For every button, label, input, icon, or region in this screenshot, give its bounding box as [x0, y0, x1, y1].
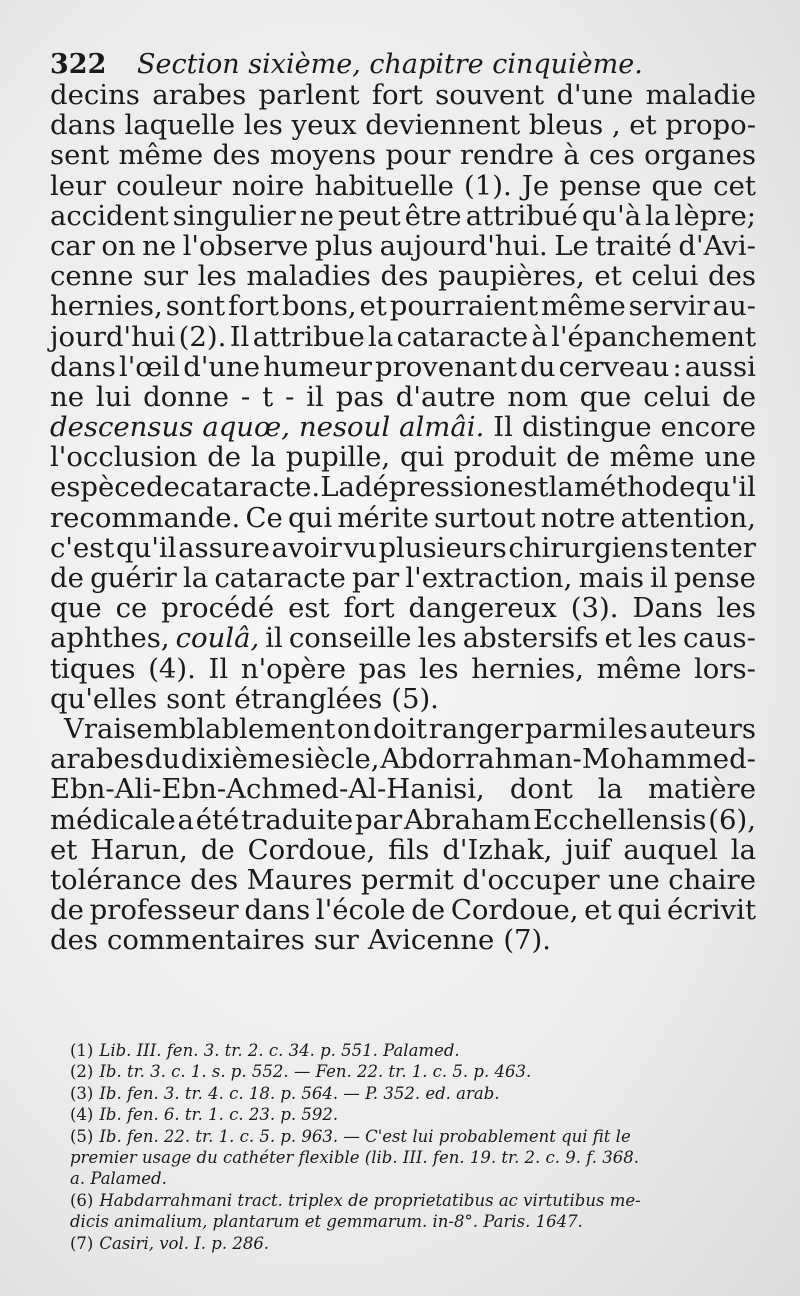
word: il [650, 562, 668, 594]
word: arabes [50, 743, 144, 776]
word: Vraisemblablement [64, 712, 336, 745]
word: d'Avi- [678, 229, 756, 262]
footnote-mark: (2) [70, 1062, 94, 1082]
word: decins [50, 79, 140, 111]
page-number: 322 [50, 49, 107, 80]
word: matière [647, 773, 756, 806]
word: cataracte. [179, 471, 321, 504]
word: de [207, 441, 242, 474]
body-line [50, 865, 756, 895]
word: mérite [337, 501, 429, 534]
word: parlent [258, 79, 360, 111]
word: l'école [315, 894, 406, 927]
word: t [262, 380, 274, 413]
word: dépression [354, 471, 508, 504]
word: tiques [50, 652, 136, 685]
footnote [70, 1211, 770, 1232]
footnote-mark: (1) [70, 1041, 94, 1060]
word: qui [399, 441, 445, 474]
body-line [50, 805, 756, 835]
word: hernies, [471, 652, 585, 685]
word: conseille [288, 622, 412, 655]
body-line [50, 412, 756, 442]
word: la [250, 441, 277, 474]
word: ne [50, 380, 84, 413]
footnote-mark: (6) [70, 1190, 94, 1210]
footnote-text: dicis animalium, plantarum et gemmarum. in-8°. Paris. 1647. [70, 1212, 583, 1232]
word: cerveau [558, 350, 670, 383]
word: deviennent [365, 109, 521, 142]
word: Abraham [403, 803, 532, 836]
word: leur [50, 169, 106, 202]
word: celui [631, 260, 699, 293]
word: - [240, 380, 251, 413]
word: que [50, 592, 102, 625]
word: encore [660, 411, 756, 444]
word: Maures [246, 863, 353, 896]
word: (7). [503, 924, 552, 957]
footnote [70, 1083, 770, 1104]
body-line [50, 201, 756, 231]
body-line [50, 684, 756, 714]
body-line [50, 110, 756, 140]
running-title: Section sixième, chapitre cinquième. [136, 49, 643, 80]
word: tenter [670, 531, 756, 564]
word: doit [373, 712, 428, 745]
word: plusieurs [378, 531, 507, 564]
word: (3). [570, 592, 619, 625]
body-line [50, 744, 756, 774]
word: (6), [708, 803, 756, 836]
word: attention, [620, 501, 756, 534]
word: aquœ, [202, 411, 290, 444]
word: peut [338, 199, 401, 232]
body-line [50, 533, 756, 563]
word: traduite [241, 803, 354, 836]
word: de [200, 833, 235, 866]
word: Avicenne [367, 924, 495, 957]
word: de [411, 894, 446, 927]
word: abstersifs [462, 622, 599, 655]
word: est [288, 592, 330, 625]
footnote [70, 1147, 770, 1168]
word: tolérance [50, 863, 182, 896]
word: nom [507, 380, 568, 413]
word: lèpre; [674, 199, 756, 232]
word: même [118, 139, 204, 172]
word: car [50, 229, 95, 262]
word: des [50, 924, 98, 957]
word: ce [115, 592, 148, 625]
word: les [637, 622, 678, 655]
word: (1). [464, 169, 512, 202]
word: Harun, [90, 833, 188, 866]
body-line [50, 563, 756, 593]
word: une [608, 863, 660, 896]
word: arabes [152, 79, 247, 111]
word: , [611, 109, 621, 142]
footnote-text: Ib. tr. 3. c. 1. s. p. 552. — Fen. 22. tr. 1. c. 5. p. 463. [99, 1062, 532, 1082]
word: des [380, 260, 429, 293]
word: pas [335, 380, 384, 413]
word: pas [358, 652, 407, 685]
word: écrivit [667, 894, 756, 927]
word: ces [589, 139, 635, 172]
word: laquelle [124, 109, 236, 142]
word: on [101, 229, 136, 262]
word: cataracte [396, 320, 529, 353]
word: dans [244, 894, 311, 927]
word: dangereux [408, 592, 557, 625]
word: de [566, 441, 600, 474]
word: coulâ, [175, 622, 260, 655]
footnotes [70, 1040, 770, 1254]
word: les [417, 622, 457, 655]
word: du [144, 743, 181, 776]
word: recommande. [50, 501, 241, 534]
body-line [50, 835, 756, 865]
word: Cordoue, [450, 894, 579, 927]
word: ranger [428, 712, 524, 745]
word: jourd'hui [50, 320, 176, 353]
body-line [50, 472, 756, 502]
word: sur [313, 924, 359, 957]
word: (5). [391, 682, 439, 715]
word: lui [95, 380, 132, 413]
body-line [50, 593, 756, 623]
word: sent [50, 139, 110, 172]
word: notre [540, 501, 616, 534]
word: les [716, 592, 756, 625]
footnote-mark: (4) [70, 1105, 94, 1125]
word: il [265, 622, 283, 655]
word: pense [673, 562, 756, 594]
footnote [70, 1104, 770, 1125]
word: traité [595, 229, 672, 262]
footnote-text: Habdarrahmani tract. triplex de proprietatibus ac virtutibus me- [99, 1190, 641, 1210]
word: descensus [50, 411, 194, 444]
word: parmi [524, 712, 607, 745]
word: habituelle [314, 169, 454, 202]
word: celui [643, 380, 711, 413]
word: distingue [521, 411, 652, 444]
word: cenne [50, 260, 134, 293]
word: et [604, 622, 632, 655]
word: Dans [632, 592, 703, 625]
footnote-mark: (3) [70, 1083, 94, 1103]
word: donne [143, 380, 229, 413]
word: propo- [665, 109, 756, 142]
word: attribue [252, 320, 365, 353]
word: pupille, [285, 441, 391, 474]
word: dans [50, 109, 116, 142]
word: qu'elles [50, 682, 158, 715]
word: la [645, 199, 671, 232]
footnote-text: a. Palamed. [70, 1169, 167, 1189]
word: Il [229, 320, 250, 353]
body-line [50, 774, 756, 804]
body-line [50, 442, 756, 472]
body-line [50, 261, 756, 291]
body-line [50, 382, 756, 412]
word: avoir [271, 531, 342, 564]
word: juif [565, 833, 611, 866]
word: fort [371, 79, 423, 111]
body-line [50, 895, 756, 925]
body-line [50, 322, 756, 352]
word: aujourd'hui. [379, 229, 548, 262]
word: souvent [435, 79, 545, 111]
word: des [212, 139, 261, 172]
word: même [541, 290, 626, 323]
word: du [520, 350, 556, 383]
word: aussi [684, 350, 756, 383]
word: Ecchellensis [532, 803, 707, 836]
word: chaire [668, 863, 756, 896]
word: plus [314, 229, 374, 262]
word: qu'il [116, 531, 177, 564]
word: à [563, 139, 580, 172]
word: (4). [148, 652, 196, 685]
word: même [609, 441, 695, 474]
word: Ebn-Ali-Ebn-Achmed-Al-Hanisi, [50, 773, 485, 806]
word: yeux [291, 109, 357, 142]
word: assure [178, 531, 270, 564]
word: et [50, 833, 78, 866]
word: sont [165, 290, 226, 323]
word: chirurgiens [508, 531, 669, 564]
footnote [70, 1190, 770, 1211]
word: au- [712, 290, 756, 323]
word: fils [388, 833, 430, 866]
body-line [50, 925, 756, 955]
word: accident [50, 199, 169, 232]
word: d'occuper [462, 863, 600, 896]
footnote-mark: (7) [70, 1233, 94, 1253]
word: maladies [246, 260, 371, 293]
body-line [50, 503, 756, 533]
word: qui [617, 894, 662, 927]
word: les [419, 652, 459, 685]
word: des [707, 260, 756, 293]
word: noire [231, 169, 305, 202]
word: et [359, 290, 387, 323]
word: la [548, 471, 574, 504]
word: surtout [434, 501, 536, 534]
word: nesoul [298, 411, 391, 444]
word: pour [385, 139, 451, 172]
body-text [50, 80, 756, 955]
word: bleus [528, 109, 604, 142]
word: été [195, 803, 240, 836]
word: les [608, 712, 648, 745]
body-line [50, 291, 756, 321]
word: n'opère [240, 652, 346, 685]
word: de [50, 894, 84, 927]
word: dont [509, 773, 573, 806]
word: il [306, 380, 324, 413]
footnote-text: Casiri, vol. I. p. 286. [99, 1233, 270, 1253]
word: Cordoue, [247, 833, 376, 866]
word: de [722, 380, 756, 413]
word: Abdorrahman-Mohammed- [380, 743, 756, 776]
word: qu'à [581, 199, 642, 232]
word: humeur [263, 350, 372, 383]
word: d'autre [395, 380, 496, 413]
body-line [50, 231, 756, 261]
word: produit [453, 441, 557, 474]
word: étranglées [234, 682, 383, 715]
word: - [285, 380, 295, 413]
word: à [531, 320, 548, 353]
word: par [352, 562, 400, 594]
word: une [704, 441, 756, 474]
body-line [50, 623, 756, 653]
body-line [50, 140, 756, 170]
word: être [404, 199, 462, 232]
word: d'une [556, 79, 634, 111]
word: pense [559, 169, 642, 202]
word: l'épanchement [551, 320, 756, 353]
word: par [354, 803, 403, 836]
word: a [177, 803, 194, 836]
word: hernies, [50, 290, 163, 323]
word: vu [343, 531, 377, 564]
word: même [596, 652, 682, 685]
word: sont [166, 682, 226, 715]
word: cet [713, 169, 756, 202]
word: la [182, 562, 209, 594]
word: couleur [116, 169, 222, 202]
word: médicale [50, 803, 176, 836]
footnote [70, 1126, 770, 1147]
word: commentaires [107, 924, 305, 957]
word: auteurs [649, 712, 756, 745]
word: qu'il [695, 471, 756, 504]
word: bons, [281, 290, 357, 323]
word: moyens [269, 139, 377, 172]
word: La [320, 471, 355, 504]
word: l'extraction, [405, 562, 573, 594]
word: procédé [161, 592, 275, 625]
word: attribué [465, 199, 578, 232]
footnote [70, 1040, 770, 1061]
word: la [368, 320, 394, 353]
word: l'œil [118, 350, 181, 383]
word: d'Izhak, [442, 833, 553, 866]
word: que [651, 169, 704, 202]
word: espèce [50, 471, 146, 504]
word: dixième [180, 743, 291, 776]
word: on [337, 712, 372, 745]
word: (2). [178, 320, 227, 353]
word: et [584, 894, 612, 927]
word: et [629, 109, 657, 142]
word: maladie [645, 79, 756, 111]
word: mais [578, 562, 644, 594]
footnote-text: Ib. fen. 3. tr. 4. c. 18. p. 564. — P. 352. ed. arab. [99, 1083, 500, 1103]
body-line [50, 171, 756, 201]
word: la [597, 773, 623, 806]
word: fort [343, 592, 395, 625]
footnote [70, 1168, 770, 1189]
footnote-mark: (5) [70, 1126, 94, 1146]
word: pourraient [389, 290, 539, 323]
word: Il [493, 411, 513, 444]
word: ne [299, 199, 334, 232]
word: singulier [172, 199, 296, 232]
word: organes [644, 139, 756, 172]
word: les [243, 109, 283, 142]
word: almâi. [399, 411, 485, 444]
footnote-text: Ib. fen. 6. tr. 1. c. 23. p. 592. [99, 1105, 339, 1125]
word: de [145, 471, 180, 504]
word: provenant [374, 350, 517, 383]
word: méthode [573, 471, 696, 504]
word: caus- [683, 622, 756, 655]
word: ne [142, 229, 177, 262]
footnote-text: Lib. III. fen. 3. tr. 2. c. 34. p. 551. Palamed. [99, 1041, 460, 1060]
word: Il [208, 652, 229, 685]
word: dans [50, 350, 116, 383]
word: et [594, 260, 622, 293]
body-line [50, 80, 756, 110]
word: sur [143, 260, 188, 293]
word: Le [554, 229, 589, 262]
word: est [507, 471, 549, 504]
word: rendre [459, 139, 554, 172]
word: d'une [183, 350, 261, 383]
word: Je [521, 169, 550, 202]
word: qui [288, 501, 333, 534]
word: les [197, 260, 237, 293]
word: fort [228, 290, 279, 323]
word: Ce [245, 501, 283, 534]
word: c'est [50, 531, 115, 564]
word: siècle, [291, 743, 380, 776]
word: : [672, 350, 682, 383]
footnote-text: premier usage du cathéter flexible (lib. III. fen. 19. tr. 2. c. 9. f. 368. [70, 1148, 640, 1168]
word: la [730, 833, 756, 866]
word: cataracte [214, 562, 346, 594]
body-line [50, 352, 756, 382]
body-line [50, 654, 756, 684]
word: professeur [89, 894, 239, 927]
footnote [70, 1233, 770, 1254]
body-line [50, 714, 756, 744]
word: permit [360, 863, 454, 896]
word: guérir [90, 562, 177, 594]
word: servir [628, 290, 710, 323]
word: paupières, [438, 260, 585, 293]
footnote-text: Ib. fen. 22. tr. 1. c. 5. p. 963. — C'est lui probablement qui fit le [99, 1126, 631, 1146]
word: de [50, 562, 84, 594]
word: l'occlusion [50, 441, 198, 474]
word: lors- [694, 652, 756, 685]
footnote [70, 1061, 770, 1082]
word: aphthes, [50, 622, 170, 655]
word: auquel [623, 833, 718, 866]
word: l'observe [182, 229, 309, 262]
word: des [190, 863, 239, 896]
word: que [579, 380, 632, 413]
